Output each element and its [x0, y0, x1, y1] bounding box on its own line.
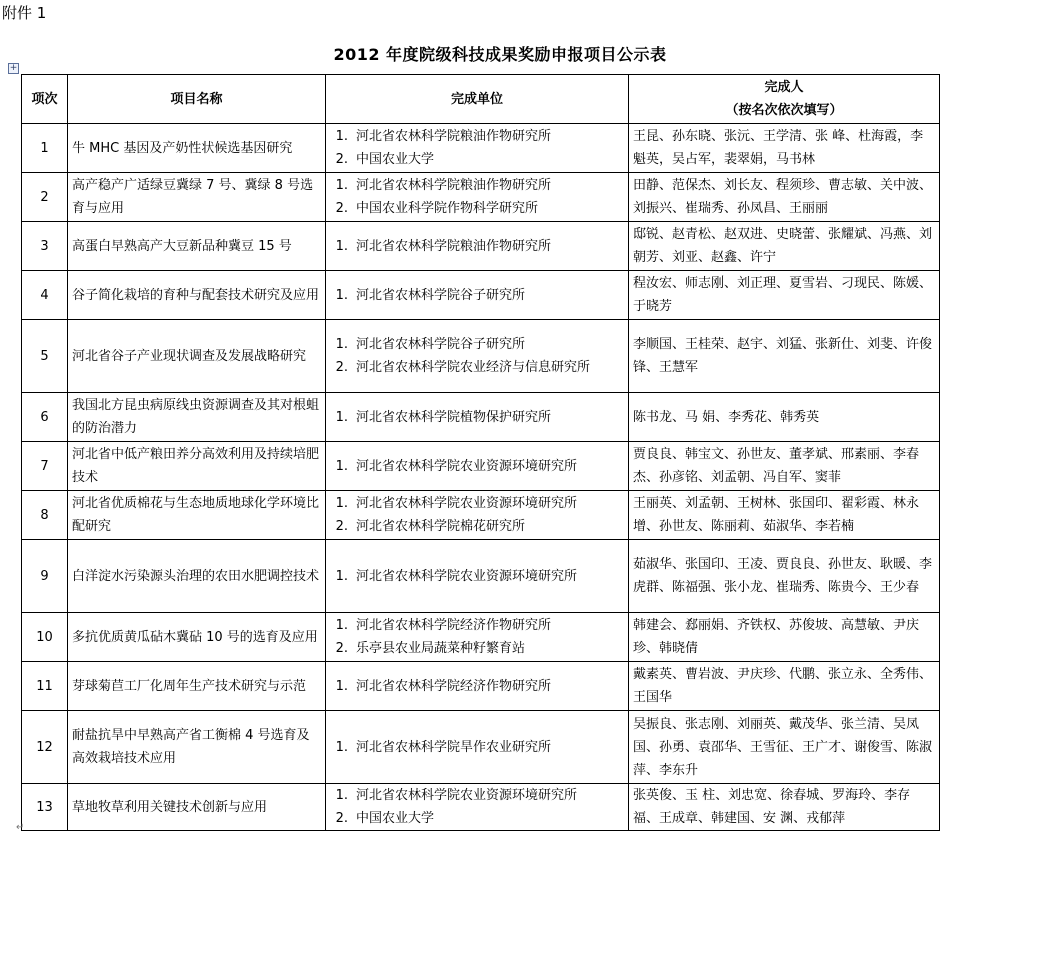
header-unit: 完成单位 [326, 75, 629, 124]
project-name: 耐盐抗旱中早熟高产省工衡棉 4 号选育及高效栽培技术应用 [68, 711, 326, 784]
unit-item [330, 784, 624, 807]
unit-list [330, 565, 624, 588]
completion-units [326, 662, 629, 711]
unit-name: 中国农业大学 [356, 811, 435, 826]
table-row [22, 222, 940, 271]
row-number: 5 [22, 320, 68, 393]
unit-number: 1. [335, 129, 348, 144]
unit-number: 2. [335, 641, 348, 656]
unit-list [330, 614, 624, 660]
completion-units [326, 442, 629, 491]
page-title: 2012 年度院级科技成果奖励申报项目公示表 [333, 45, 667, 64]
unit-list [330, 675, 624, 698]
completion-persons: 王丽英、刘孟朝、王树林、张国印、翟彩霞、林永增、孙世友、陈丽莉、茹淑华、李若楠 [629, 491, 940, 540]
header-persons-label: 完成人 [764, 80, 804, 95]
unit-list [330, 235, 624, 258]
row-number: 9 [22, 540, 68, 613]
attachment-label: 附件 1 [2, 4, 47, 22]
unit-list [330, 284, 624, 307]
unit-name: 河北省农林科学院农业资源环境研究所 [356, 496, 578, 511]
unit-number: 1. [335, 409, 348, 425]
unit-number: 1. [335, 238, 348, 254]
unit-list [330, 455, 624, 478]
unit-item [330, 148, 624, 171]
unit-number: 1. [335, 739, 348, 755]
unit-item [330, 736, 624, 759]
unit-number: 1. [335, 568, 348, 584]
unit-list [330, 406, 624, 429]
completion-persons: 王昆、孙东晓、张沅、王学清、张 峰、杜海霞，李魁英，吴占军，裴翠娟，马书林 [629, 124, 940, 173]
row-number: 12 [22, 711, 68, 784]
unit-name: 中国农业大学 [356, 152, 435, 167]
table-move-handle-icon[interactable]: + [9, 63, 18, 73]
unit-list [330, 492, 624, 538]
table-row [22, 491, 940, 540]
unit-number: 2. [335, 152, 348, 167]
unit-list [330, 736, 624, 759]
unit-name: 河北省农林科学院农业资源环境研究所 [356, 458, 578, 474]
unit-name: 河北省农林科学院粮油作物研究所 [356, 129, 552, 144]
completion-units [326, 491, 629, 540]
table-row [22, 613, 940, 662]
project-name: 河北省中低产粮田养分高效利用及持续培肥技术 [68, 442, 326, 491]
unit-list [330, 333, 624, 379]
project-name: 河北省优质棉花与生态地质地球化学环境比配研究 [68, 491, 326, 540]
unit-name: 河北省农林科学院农业资源环境研究所 [356, 568, 578, 584]
completion-persons: 戴素英、曹岩波、尹庆珍、代鹏、张立永、全秀伟、王国华 [629, 662, 940, 711]
unit-number: 1. [335, 496, 348, 511]
unit-number: 1. [335, 678, 348, 694]
header-persons [629, 75, 940, 124]
unit-item [330, 515, 624, 538]
completion-units [326, 613, 629, 662]
project-name: 河北省谷子产业现状调查及发展战略研究 [68, 320, 326, 393]
completion-units [326, 124, 629, 173]
project-name: 芽球菊苣工厂化周年生产技术研究与示范 [68, 662, 326, 711]
header-project-name: 项目名称 [68, 75, 326, 124]
completion-persons: 陈书龙、马 娟、李秀花、韩秀英 [629, 393, 940, 442]
table-row [22, 124, 940, 173]
row-number: 11 [22, 662, 68, 711]
unit-name: 河北省农林科学院农业资源环境研究所 [356, 788, 578, 803]
completion-persons: 邸锐、赵青松、赵双进、史晓蕾、张耀斌、冯燕、刘朝芳、刘亚、赵鑫、许宁 [629, 222, 940, 271]
unit-item [330, 614, 624, 637]
table-row [22, 540, 940, 613]
unit-number: 1. [335, 458, 348, 474]
unit-number: 1. [335, 337, 348, 352]
row-number: 2 [22, 173, 68, 222]
project-name: 草地牧草利用关键技术创新与应用 [68, 784, 326, 831]
unit-item [330, 125, 624, 148]
completion-persons: 吴振良、张志刚、刘丽英、戴茂华、张兰清、吴凤国、孙勇、袁邵华、王雪征、王广才、谢俊雪、陈淑萍、李东升 [629, 711, 940, 784]
unit-name: 河北省农林科学院粮油作物研究所 [356, 238, 552, 254]
header-persons-note: （按名次依次填写） [725, 103, 843, 118]
unit-name: 河北省农林科学院粮油作物研究所 [356, 178, 552, 193]
unit-number: 2. [335, 519, 348, 534]
unit-number: 1. [335, 287, 348, 303]
unit-number: 2. [335, 811, 348, 826]
unit-list [330, 174, 624, 220]
unit-item [330, 492, 624, 515]
table-row [22, 271, 940, 320]
unit-name: 河北省农林科学院经济作物研究所 [356, 678, 552, 694]
unit-item [330, 356, 624, 379]
completion-units [326, 784, 629, 831]
unit-number: 2. [335, 201, 348, 216]
row-number: 7 [22, 442, 68, 491]
project-name: 白洋淀水污染源头治理的农田水肥调控技术 [68, 540, 326, 613]
row-number: 8 [22, 491, 68, 540]
unit-item [330, 675, 624, 698]
completion-units [326, 540, 629, 613]
row-number: 13 [22, 784, 68, 831]
project-name: 多抗优质黄瓜砧木冀砧 10 号的选育及应用 [68, 613, 326, 662]
completion-units [326, 393, 629, 442]
completion-persons: 程汝宏、师志刚、刘正理、夏雪岩、刁现民、陈媛、于晓芳 [629, 271, 940, 320]
unit-number: 1. [335, 788, 348, 803]
table-row [22, 393, 940, 442]
unit-item [330, 197, 624, 220]
unit-item [330, 807, 624, 830]
completion-units [326, 173, 629, 222]
completion-units [326, 320, 629, 393]
completion-persons: 李顺国、王桂荣、赵宇、刘猛、张新仕、刘斐、许俊锋、王慧军 [629, 320, 940, 393]
project-name: 谷子简化栽培的育种与配套技术研究及应用 [68, 271, 326, 320]
completion-persons: 张英俊、玉 柱、刘忠宽、徐春城、罗海玲、李存福、王成章、韩建国、安 渊、戎郁萍 [629, 784, 940, 831]
row-number: 6 [22, 393, 68, 442]
completion-persons: 贾良良、韩宝文、孙世友、董孝斌、邢素丽、李春杰、孙彦铭、刘孟朝、冯自军、窦菲 [629, 442, 940, 491]
paragraph-mark-icon: ↵ [16, 822, 25, 833]
unit-name: 河北省农林科学院植物保护研究所 [356, 409, 552, 425]
row-number: 1 [22, 124, 68, 173]
unit-name: 乐亭县农业局蔬菜种籽繁育站 [356, 641, 526, 656]
unit-item [330, 455, 624, 478]
project-table [21, 74, 940, 831]
completion-persons: 茹淑华、张国印、王凌、贾良良、孙世友、耿暖、李虎群、陈福强、张小龙、崔瑞秀、陈贵今、王少春 [629, 540, 940, 613]
completion-units [326, 711, 629, 784]
header-no: 项次 [22, 75, 68, 124]
unit-name: 河北省农林科学院棉花研究所 [356, 519, 526, 534]
unit-number: 2. [335, 360, 348, 375]
completion-persons: 韩建会、郄丽娟、齐铁权、苏俊坡、高慧敏、尹庆珍、韩晓倩 [629, 613, 940, 662]
unit-item [330, 174, 624, 197]
project-name: 高产稳产广适绿豆冀绿 7 号、冀绿 8 号选育与应用 [68, 173, 326, 222]
table-row [22, 662, 940, 711]
table-row [22, 320, 940, 393]
completion-persons: 田静、范保杰、刘长友、程须珍、曹志敏、关中波、刘振兴、崔瑞秀、孙凤昌、王丽丽 [629, 173, 940, 222]
unit-item [330, 235, 624, 258]
row-number: 4 [22, 271, 68, 320]
unit-name: 河北省农林科学院旱作农业研究所 [356, 739, 552, 755]
table-row [22, 711, 940, 784]
unit-name: 中国农业科学院作物科学研究所 [356, 201, 539, 216]
completion-units [326, 222, 629, 271]
completion-units [326, 271, 629, 320]
unit-name: 河北省农林科学院谷子研究所 [356, 287, 526, 303]
unit-item [330, 333, 624, 356]
project-name: 高蛋白早熟高产大豆新品种冀豆 15 号 [68, 222, 326, 271]
unit-name: 河北省农林科学院农业经济与信息研究所 [356, 360, 591, 375]
unit-item [330, 637, 624, 660]
unit-list [330, 784, 624, 830]
unit-number: 1. [335, 178, 348, 193]
unit-name: 河北省农林科学院经济作物研究所 [356, 618, 552, 633]
unit-list [330, 125, 624, 171]
row-number: 10 [22, 613, 68, 662]
table-row [22, 784, 940, 831]
unit-number: 1. [335, 618, 348, 633]
table-row [22, 442, 940, 491]
project-name: 牛 MHC 基因及产奶性状候选基因研究 [68, 124, 326, 173]
table-row [22, 173, 940, 222]
unit-item [330, 406, 624, 429]
table-body [22, 124, 940, 831]
unit-name: 河北省农林科学院谷子研究所 [356, 337, 526, 352]
row-number: 3 [22, 222, 68, 271]
unit-item [330, 565, 624, 588]
unit-item [330, 284, 624, 307]
project-name: 我国北方昆虫病原线虫资源调查及其对根蛆的防治潜力 [68, 393, 326, 442]
